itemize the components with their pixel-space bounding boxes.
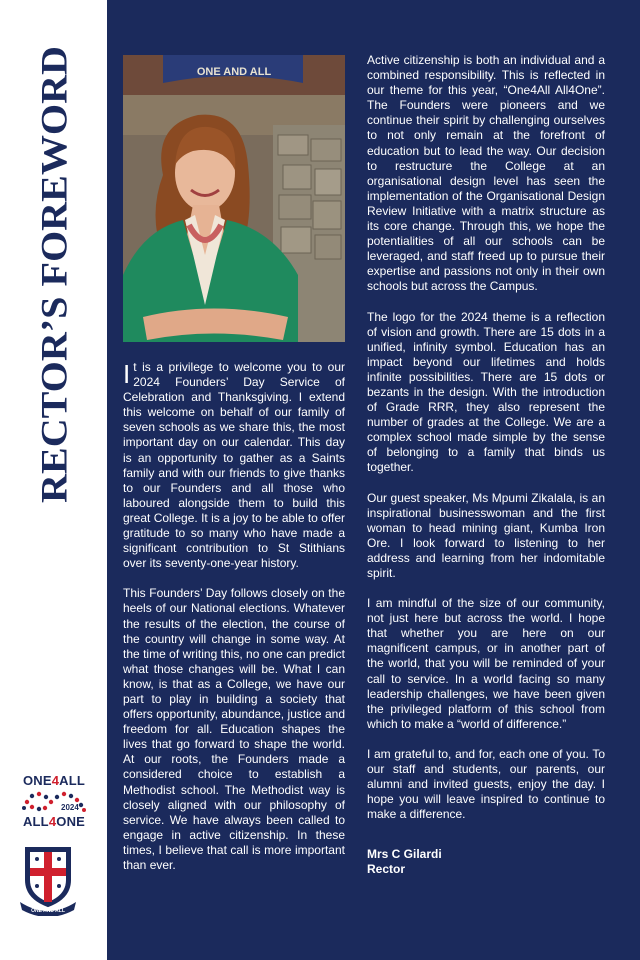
main-content bbox=[107, 0, 640, 960]
signature-name: Mrs C Gilardi bbox=[367, 847, 442, 862]
theme-logo bbox=[8, 773, 100, 829]
svg-text:ONE AND ALL: ONE AND ALL bbox=[31, 908, 65, 914]
paragraph: I am grateful to, and for, each one of you. To our staff and students, our parents, our alumni and invited guests, enjoy the day. I hope you will leave inspired to continue to make a difference. bbox=[367, 746, 605, 822]
svg-text:ONE AND ALL: ONE AND ALL bbox=[196, 66, 272, 78]
sidebar bbox=[0, 0, 107, 960]
paragraph: Our guest speaker, Ms Mpumi Zikalala, is an inspirational businesswoman and the first woman to head mining giant, Kumba Iron Ore. I look forward to listening to her address and learning from her indomitable spirit. bbox=[367, 490, 605, 580]
drop-cap: I bbox=[123, 359, 131, 389]
svg-text:2024: 2024 bbox=[61, 803, 79, 812]
paragraph: The logo for the 2024 theme is a reflection of vision and growth. There are 15 dots in a unified, infinity symbol. Education has an impact beyond our lifetimes and holds infinite possibilities. There are 15 dots or bezants in the design. With the introduction of Grade RRR, they also represent the number of grades at the College. We are a complex school made simple by the sense of belonging to a family that binds us together. bbox=[367, 309, 605, 475]
logo-line-all4one: ALL4ONE bbox=[22, 814, 86, 829]
logo-line-one4all: ONE4ALL bbox=[22, 773, 86, 788]
signature-block bbox=[367, 847, 605, 877]
paragraph: Active citizenship is both an individual and a combined responsibility. This is reflected in our theme for this year, “One4All All4One”. The Founders were pioneers and we continue their spirit by challenging ourselves to not only remain at the forefront of education but to lead the way. Our decision to restructure the College at an organisational design level has seen the implementation of the Organisational Design Review Initiative with a matrix structure as its core change. Through this, we hope the potentialities of all our schools can be leveraged, and staff freed up to pursue their expertise and passions not only in their own schools but across the Campus. bbox=[367, 53, 605, 294]
left-text-column bbox=[123, 360, 345, 888]
paragraph: I am mindful of the size of our community, not just here but across the world. I hope that whether you are here on our magnificent campus, or in another part of the world, that you will be reminded of your call to service. In a world facing so many leadership challenges, we have been given the privileged platform of this school from which to make a “world of difference.” bbox=[367, 596, 605, 731]
paragraph: This Founders’ Day follows closely on the heels of our National elections. Whatever the results of the election, the course of the country will change in some way. At the time of writing this, no one can predict what those changes will be. What I can know, is that as a College, we have our part to play in building a society that offers opportunity, abundance, justice and freedom for all. Education shapes the lives that go forward to shape the world. At our roots, the Founders made a considered choice to establish a Methodist school. The Methodist way is closely aligned with our philosophy of service. We have always been called to engage in active citizenship. In these times, I believe that call is more important than ever. bbox=[123, 586, 345, 872]
infinity-dots-icon bbox=[21, 790, 87, 812]
rector-photo bbox=[123, 55, 345, 342]
paragraph: It is a privilege to welcome you to our 2024 Founders’ Day Service of Celebration and Thanksgiving. I extend this welcome on behalf of our family of seven schools as we share this, the most important day on our calendar. This day is an opportunity to gather as a Saints family and with our friends to give thanks to our Founders and all those who laboured alongside them to build this great College. It is a joy to be able to offer gratitude to so many who have made a significant contribution to St Stithians over its seventy-one-year history. bbox=[123, 359, 345, 571]
school-crest-icon bbox=[18, 846, 78, 916]
page-title: RECTOR’S FOREWORD bbox=[34, 81, 76, 503]
signature-role: Rector bbox=[367, 862, 406, 877]
vertical-title-container bbox=[0, 0, 107, 560]
right-text-column bbox=[367, 53, 605, 877]
